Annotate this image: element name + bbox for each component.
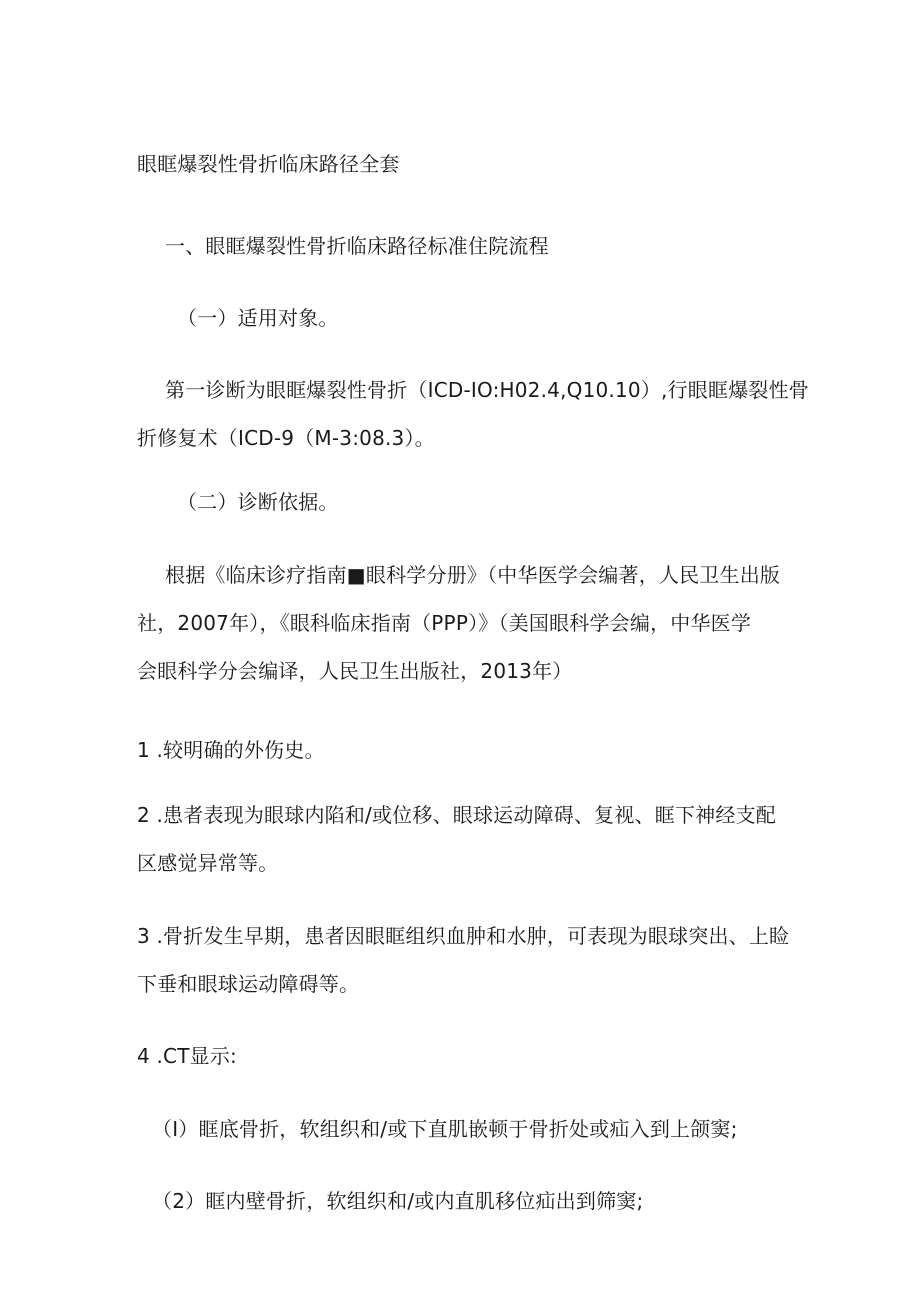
list-item: 2 .患者表现为眼球内陷和/或位移、眼球运动障碍、复视、眶下神经支配 <box>137 803 776 827</box>
list-item: 3 .骨折发生早期，患者因眼眶组织血肿和水肿，可表现为眼球突出、上睑 <box>137 924 790 948</box>
list-item-continuation: 下垂和眼球运动障碍等。 <box>137 972 360 996</box>
document-title: 眼眶爆裂性骨折临床路径全套 <box>137 152 400 176</box>
paragraph-line: 折修复术（ICD-9（M-3:08.3）。 <box>137 426 435 450</box>
sub-list-item: （2）眶内壁骨折，软组织和/或内直肌移位疝出到筛窦; <box>152 1189 644 1213</box>
paragraph-line: 社，2007年），《眼科临床指南（PPP）》（美国眼科学会编，中华医学 <box>137 611 752 635</box>
list-item: 4 .CT显示: <box>137 1044 237 1068</box>
paragraph-line: 第一诊断为眼眶爆裂性骨折（ICD-IO:H02.4,Q10.10）,行眼眶爆裂性骨 <box>165 378 809 402</box>
subsection-heading-1: （一）适用对象。 <box>177 306 339 330</box>
subsection-heading-2: （二）诊断依据。 <box>177 490 339 514</box>
paragraph-line: 会眼科学分会编译，人民卫生出版社，2013年） <box>137 659 573 683</box>
list-item: 1 .较明确的外伤史。 <box>137 738 325 762</box>
paragraph-line: 根据《临床诊疗指南■眼科学分册》（中华医学会编著，人民卫生出版 <box>165 563 781 587</box>
list-item-continuation: 区感觉异常等。 <box>137 851 279 875</box>
sub-list-item: （I）眶底骨折，软组织和/或下直肌嵌顿于骨折处或疝入到上颌窦; <box>152 1117 738 1141</box>
section-heading-1: 一、眼眶爆裂性骨折临床路径标准住院流程 <box>165 234 549 258</box>
